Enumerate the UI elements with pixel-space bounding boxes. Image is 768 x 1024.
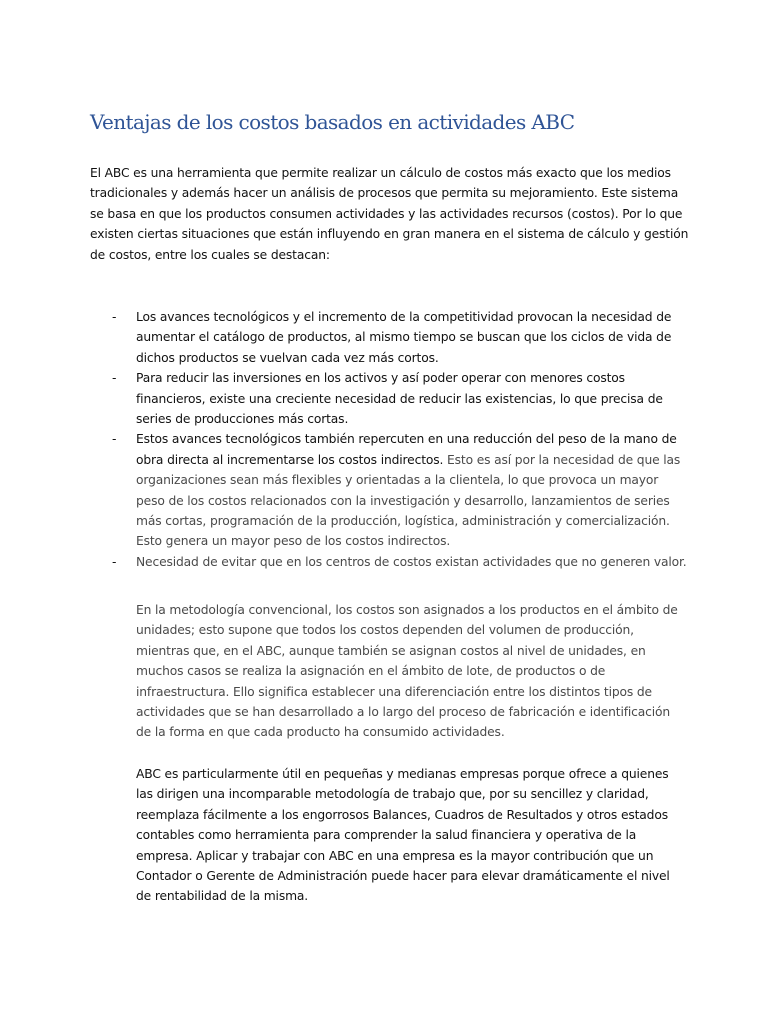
bullet-text: Para reducir las inversiones en los activos y así poder operar con menores costos financieros, existe una creciente necesidad de reducir las existencias, lo que precisa de series de producciones más cortas. (136, 371, 663, 427)
bullet-text: Los avances tecnológicos y el incremento de la competitividad provocan la necesidad de aumentar el catálogo de productos, al mismo tiempo se buscan que los ciclos de vida de dichos productos se vuelvan cada vez más cortos. (136, 310, 672, 365)
bullet-dash: - (112, 371, 117, 386)
bullet-item (90, 429, 690, 551)
bullet-dash: - (112, 310, 117, 324)
bullet-list (90, 307, 690, 572)
bullet-text-grey: Necesidad de evitar que en los centros de costos existan actividades que no generen valor. (136, 554, 687, 569)
abc-benefits-paragraph: ABC es particularmente útil en pequeñas y medianas empresas porque ofrece a quienes las dirigen una incomparable metodología de trabajo que, por su sencillez y claridad, reemplaza fácilmente a los engorrosos Balances, Cuadros de Resultados y otros estados contables como herramienta para comprender la salud financiera y operativa de la empresa. Aplicar y trabajar con ABC en una empresa es la mayor contribución que un Contador o Gerente de Administración puede hacer para elevar dramáticamente el nivel de rentabilidad de la misma. (136, 767, 670, 904)
bullet-dash: - (112, 432, 117, 447)
bullet-item (90, 552, 690, 572)
bullet-text: Estos avances tecnológicos también repercuten en una reducción del peso de la mano de obra directa al incrementarse los costos indirectos. (136, 432, 677, 467)
bullet-item (90, 368, 690, 429)
intro-paragraph: El ABC es una herramienta que permite realizar un cálculo de costos más exacto que los medios tradicionales y además hacer un análisis de procesos que permita su mejoramiento. Este sistema se basa en que los productos consumen actividades y las actividades recursos (costos). Por lo que existen ciertas situaciones que están influyendo en gran manera en el sistema de cálculo y gestión de costos, entre los cuales se destacan: (90, 166, 689, 262)
document-title: Ventajas de los costos basados en actividades ABC (90, 110, 575, 134)
methodology-paragraph: En la metodología convencional, los costos son asignados a los productos en el ámbito de unidades; esto supone que todos los costos dependen del volumen de producción, mientras que, en el ABC, aunque también se asignan costos al nivel de unidades, en muchos casos se realiza la asignación en el ámbito de lote, de productos o de infraestructura. Ello significa establecer una diferenciación entre los distintos tipos de actividades que se han desarrollado a lo largo del proceso de fabricación e identificación de la forma en que cada producto ha consumido actividades. (136, 603, 678, 740)
bullet-item (90, 307, 690, 368)
bullet-text-grey: Esto es así por la necesidad de que las organizaciones sean más flexibles y orientadas a la clientela, lo que provoca un mayor peso de los costos relacionados con la investigación y desarrollo, lanzamientos de series más cortas, programación de la producción, logística, administración y comercialización. Esto genera un mayor peso de los costos indirectos. (136, 452, 681, 549)
bullet-dash: - (112, 554, 117, 569)
